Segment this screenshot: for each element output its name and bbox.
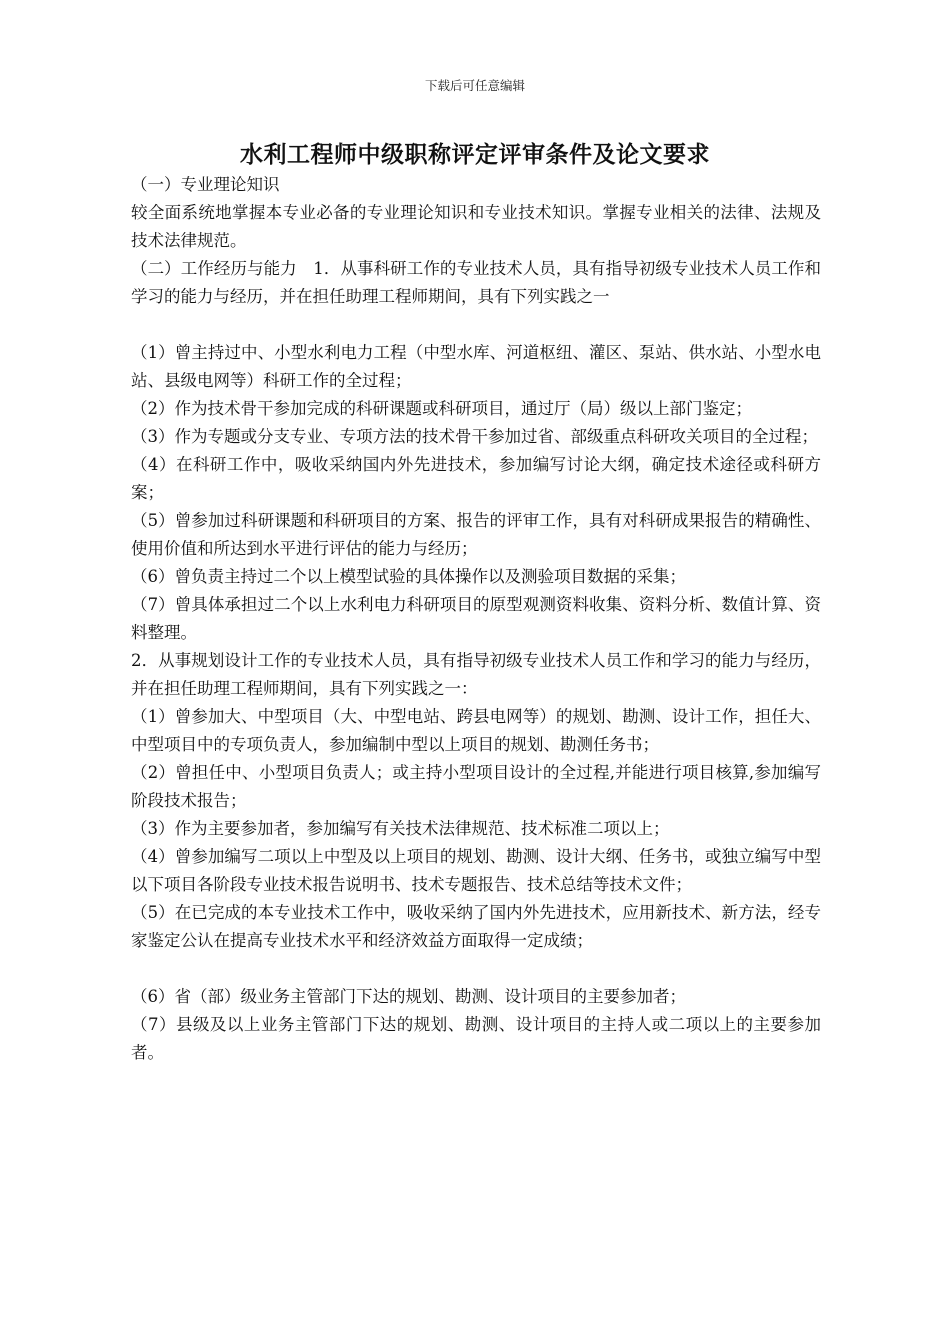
- section-heading-experience: （二）工作经历与能力 1．从事科研工作的专业技术人员，具有指导初级专业技术人员工作和学习的能力与经历，并在担任助理工程师期间，具有下列实践之一: [131, 259, 821, 306]
- research-item-7: （7）曾具体承担过二个以上水利电力科研项目的原型观测资料收集、资料分析、数值计算、资料整理。: [131, 595, 821, 642]
- design-item-1: （1）曾参加大、中型项目（大、中型电站、跨县电网等）的规划、勘测、设计工作，担任大、中型项目中的专项负责人，参加编制中型以上项目的规划、勘测任务书；: [131, 707, 821, 754]
- section-heading-theory: （一）专业理论知识: [131, 175, 280, 194]
- research-item-2: （2）作为技术骨干参加完成的科研课题或科研项目，通过厅（局）级以上部门鉴定；: [131, 399, 752, 418]
- document-body: [131, 171, 821, 1067]
- design-item-5: （5）在已完成的本专业技术工作中，吸收采纳了国内外先进技术，应用新技术、新方法，经专家鉴定公认在提高专业技术水平和经济效益方面取得一定成绩；: [131, 903, 821, 950]
- header-note: 下载后可任意编辑: [424, 78, 525, 93]
- research-item-1: （1）曾主持过中、小型水利电力工程（中型水库、河道枢纽、灌区、泵站、供水站、小型水电站、县级电网等）科研工作的全过程；: [131, 343, 821, 390]
- design-item-2: （2）曾担任中、小型项目负责人；或主持小型项目设计的全过程,并能进行项目核算,参加编写阶段技术报告；: [131, 763, 821, 810]
- research-item-3: （3）作为专题或分支专业、专项方法的技术骨干参加过省、部级重点科研攻关项目的全过程；: [131, 427, 818, 446]
- design-item-6: （6）省（部）级业务主管部门下达的规划、勘测、设计项目的主要参加者；: [131, 987, 686, 1006]
- document-title: 水利工程师中级职称评定评审条件及论文要求: [240, 141, 710, 168]
- design-item-3: （3）作为主要参加者，参加编写有关技术法律规范、技术标准二项以上；: [131, 819, 670, 838]
- section-heading-planning-design: 2．从事规划设计工作的专业技术人员，具有指导初级专业技术人员工作和学习的能力与经历，并在担任助理工程师期间，具有下列实践之一：: [131, 651, 821, 698]
- design-item-7: （7）县级及以上业务主管部门下达的规划、勘测、设计项目的主持人或二项以上的主要参加者。: [131, 1015, 821, 1062]
- research-item-6: （6）曾负责主持过二个以上模型试验的具体操作以及测验项目数据的采集；: [131, 567, 686, 586]
- design-item-4: （4）曾参加编写二项以上中型及以上项目的规划、勘测、设计大纲、任务书，或独立编写中型以下项目各阶段专业技术报告说明书、技术专题报告、技术总结等技术文件；: [131, 847, 821, 894]
- research-item-5: （5）曾参加过科研课题和科研项目的方案、报告的评审工作，具有对科研成果报告的精确性、使用价值和所达到水平进行评估的能力与经历；: [131, 511, 821, 558]
- paragraph-theory-requirement: 较全面系统地掌握本专业必备的专业理论知识和专业技术知识。掌握专业相关的法律、法规及技术法律规范。: [131, 203, 821, 250]
- research-item-4: （4）在科研工作中，吸收采纳国内外先进技术，参加编写讨论大纲，确定技术途径或科研方案；: [131, 455, 821, 502]
